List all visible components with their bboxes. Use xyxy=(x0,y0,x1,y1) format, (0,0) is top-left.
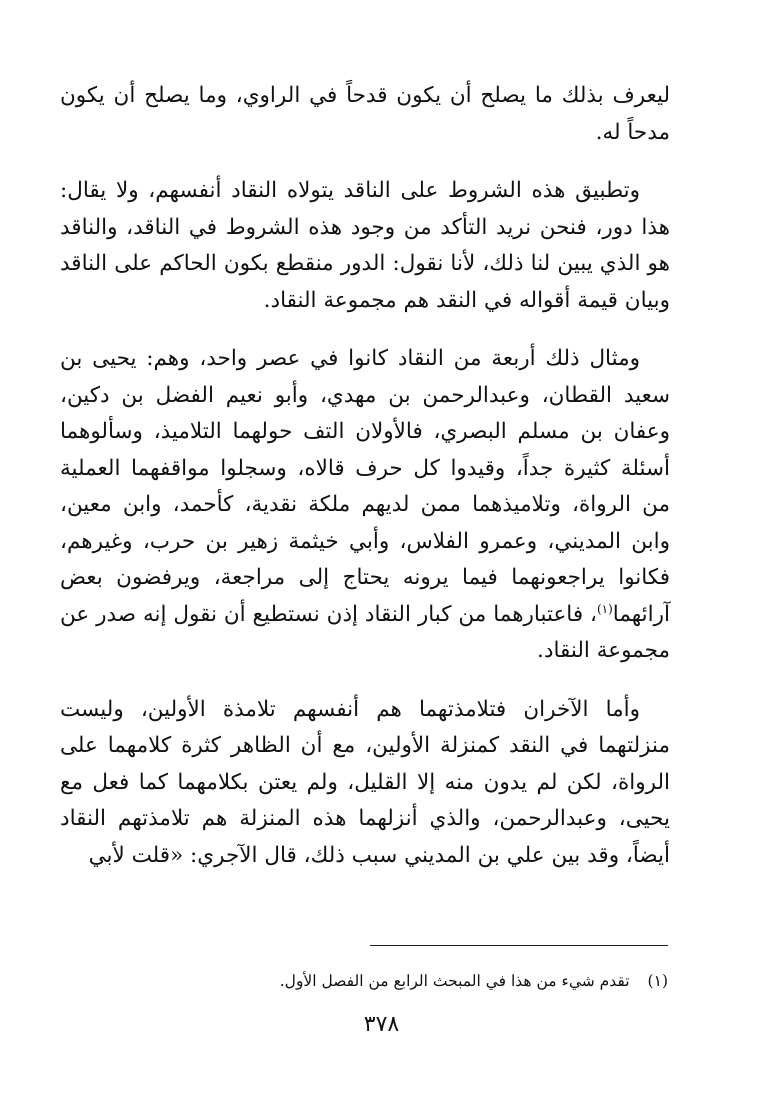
page-number: ٣٧٨ xyxy=(363,1012,400,1037)
footnote-number: (١) xyxy=(647,972,668,990)
paragraph-4: وأما الآخران فتلامذتهما هم أنفسهم تلامذة الأولين، وليست منزلتهما في النقد كمنزلة الأولين، مع أن الظاهر كثرة كلامهما على الرواة، لكن لم يدون منه إلا القليل، ولم يعتن بكلامهما كما فعل مع يحيى، وعبدالرحمن، والذي أنزلهما هذه المنزلة هم تلامذتهم النقاد أيضاً، وقد بين علي بن المديني سبب ذلك، قال الآجري: «قلت لأبي xyxy=(60,696,670,868)
paragraph-3 xyxy=(60,341,670,670)
footnote-text: تقدم شيء من هذا في المبحث الرابع من الفصل الأول. xyxy=(279,972,630,990)
main-text xyxy=(60,78,670,874)
footnote-divider xyxy=(370,945,668,946)
footnote xyxy=(200,968,668,994)
paragraph-1: ليعرف بذلك ما يصلح أن يكون قدحاً في الراوي، وما يصلح أن يكون مدحاً له. xyxy=(60,83,670,145)
paragraph-3-text-before-ref: ومثال ذلك أربعة من النقاد كانوا في عصر واحد، وهم: يحيى بن سعيد القطان، وعبدالرحمن بن مهدي، وأبو نعيم الفضل بن دكين، وعفان بن مسلم البصري، فالأولان التف حولهما التلاميذ، وسألوهما أسئلة كثيرة جداً، وقيدوا كل حرف قالاه، وسجلوا مواقفهما العملية من الرواة، وتلاميذهما ممن لديهم ملكة نقدية، كأحمد، وابن معين، وابن المديني، وعمرو الفلاس، وأبي خيثمة زهير بن حرب، وغيرهم، فكانوا يراجعونهما فيما يرونه يحتاج إلى مراجعة، ويرفضون بعض آرائهما xyxy=(60,346,670,627)
paragraph-3-text-after-ref: ، فاعتبارهما من كبار النقاد إذن نستطيع أن نقول إنه صدر عن مجموعة النقاد. xyxy=(60,601,670,663)
footnote-reference[interactable]: (١) xyxy=(596,601,613,616)
paragraph-2: وتطبيق هذه الشروط على الناقد يتولاه النقاد أنفسهم، ولا يقال: هذا دور، فنحن نريد التأكد من وجود هذه الشروط في الناقد، والناقد هو الذي يبين لنا ذلك، لأنا نقول: الدور منقطع بكون الحاكم على الناقد وبيان قيمة أقواله في النقد هم مجموعة النقاد. xyxy=(60,178,670,313)
